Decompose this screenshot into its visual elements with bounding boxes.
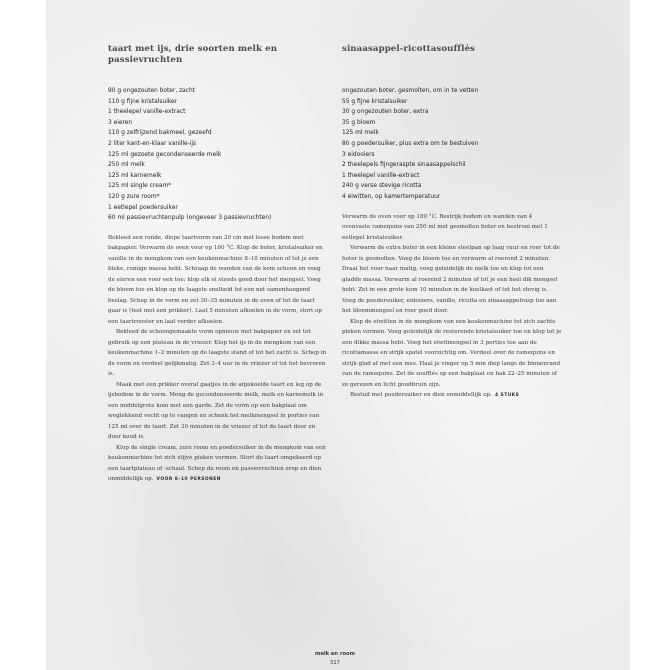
ingredient: 1 theelepel vanille-extract bbox=[342, 172, 420, 179]
ingredient: 35 g bloem bbox=[342, 119, 376, 126]
method-paragraph: Bekleed de schoongemaakte vorm opnieuw met bakpapier en zet tot gebruik op een plateau in de vriezer. Klop het ijs in de mengkom van een keukenmachine 1–2 minuten op de laagste stand of tot het zacht is. Schep in de vorm en verdeel gelijkmatig. Zet 3–4 uur in de vriezer of tot het bevroren is. bbox=[108, 329, 327, 378]
ingredient: 60 ml passievruchtenpulp (ongeveer 3 passievruchten) bbox=[108, 215, 272, 222]
recipe-right bbox=[342, 44, 562, 402]
method-paragraph: Maak met een prikker overal gaatjes in de afgekoelde taart en leg op de ijsbodem in de vorm. Meng de gecondenseerde melk, melk en karnemelk in een middelgrote kom met een garde. Zet de vorm op een bakplaat om weglekkend vocht op te vangen en schenk het melkmengsel in porties van 125 ml over de taart. Zet 30 minuten in de vriezer of tot de taart door en door koud is. bbox=[108, 381, 324, 441]
method-paragraph: Verwarm de oven voor op 180 °C. Bestrijk bodem en wanden van 4 ovenvaste ramequins van 250 ml met gesmolten boter en bestrooi met 1 eetlepel kristalsuiker. bbox=[342, 213, 548, 241]
method-text-final: Klop de single cream, zure room en poedersuiker in de mengkom van een keukenmachine tot zich stijve pieken vormen. Stort de taart omgekeerd op een taartplateau of -schaal. Schep de room en passievruchten erop en dien onmiddellijk op. bbox=[108, 444, 326, 483]
ingredient: 1 theelepel vanille-extract bbox=[108, 109, 186, 116]
ingredient: 240 g verse stevige ricotta bbox=[342, 183, 422, 190]
ingredient: 110 g zelfrijzend bakmeel, gezeefd bbox=[108, 130, 212, 137]
method-paragraph: Bekleed een ronde, diepe taartvorm van 20 cm met losse bodem met bakpapier. Verwarm de oven voor op 160 °C. Klop de boter, kristalsuiker en vanille in de mengkom van een keukenmachine 8–10 minuten of tot je een bleke, romige massa hebt. Schraap de wanden van de kom schoon en voeg de eieren een voor een toe; klop elk ei steeds goed door het mengsel. Voeg de bloem toe en klop op de laagste snelheid tot een net samenhangend beslag. Schep in de vorm en zet 30–35 minuten in de oven of tot de taart gaar is (test met een prikker). Laat 5 minuten afkoelen in de vorm, stort op een taartrooster en laat verder afkoelen. bbox=[108, 234, 323, 325]
ingredient: 2 theelepels fijngeraspte sinaasappelschil bbox=[342, 162, 466, 169]
recipe-left bbox=[108, 44, 328, 486]
ingredient: 125 ml single cream* bbox=[108, 183, 172, 190]
recipe-title: taart met ijs, drie soorten melk en passievruchten bbox=[108, 44, 278, 65]
ingredient: 30 g ongezouten boter, extra bbox=[342, 109, 429, 116]
method-paragraph: Klop de eiwitten in de mengkom van een keukenmachine tot zich zachte pieken vormen. Voeg geleidelijk de resterende kristalsuiker toe en klop tot je een dikke massa hebt. Voeg het eiwitmengsel in 3 porties toe aan de ricottamassa en strijk spatel voorzichtig om. Verdeel over de ramequins en strijk glad af met een mes. Haal je vinger op 5 mm diep langs de binnenrand van de ramequins. Zet de soufflés op een bakplaat en bak 22–25 minuten of ze gerezen en licht goudbruin zijn. bbox=[342, 318, 562, 388]
page-number: 317 bbox=[330, 660, 340, 666]
method-text bbox=[108, 233, 328, 486]
ingredient: ongezouten boter, gesmolten, om in te vetten bbox=[342, 88, 479, 94]
ingredient: 2 liter kant-en-klaar vanille-ijs bbox=[108, 140, 197, 147]
ingredient: 110 g fijne kristalsuiker bbox=[108, 98, 178, 105]
ingredient: 120 g zure room* bbox=[108, 193, 160, 200]
ingredient: 4 eiwitten, op kamertemperatuur bbox=[342, 193, 441, 200]
ingredient-list bbox=[108, 86, 328, 224]
ingredient-list bbox=[342, 86, 562, 203]
method-text bbox=[342, 212, 562, 402]
ingredient: 125 ml karnemelk bbox=[108, 172, 162, 179]
ingredient: 3 eieren bbox=[108, 119, 133, 126]
running-footer-section: melk en room bbox=[314, 651, 356, 657]
ingredient: 80 g poedersuiker, plus extra om te bestuiven bbox=[342, 140, 479, 147]
ingredient: 250 ml melk bbox=[108, 162, 145, 169]
method-paragraph: Verwarm de extra boter in een kleine steelpan op laag vuur en roer tot de boter is gesmolten. Voeg de bloem toe en verwarm al roerend 2 minuten. Draai het vuur naar matig, voeg geleidelijk de melk toe en klop tot een gladde massa. Verwarm al roerend 2 minuten of tot je een heel dik mengsel hebt. Zet in een grote kom 10 minuten in de koelkast of tot het stevig is. Voeg de poedersuiker, eidooiers, vanille, ricotta en sinaasappelrasp toe aan het bloemmengsel en roer goed door. bbox=[342, 245, 560, 315]
yield-label: VOOR 8–10 PERSONEN bbox=[156, 477, 221, 483]
method-paragraph bbox=[342, 390, 562, 402]
ingredient: 125 ml melk bbox=[342, 130, 379, 137]
ingredient: 1 eetlepel poedersuiker bbox=[108, 204, 178, 211]
method-paragraph bbox=[108, 443, 328, 486]
method-text-final: Bestuif met poedersuiker en dien onmiddellijk op. bbox=[350, 392, 492, 399]
yield-label: 4 STUKS bbox=[494, 393, 520, 399]
recipe-title: sinaasappel-ricottasoufflés bbox=[342, 44, 475, 54]
ingredient: 90 g ongezouten boter, zacht bbox=[108, 88, 196, 94]
ingredient: 125 ml gezoete gecondenseerde melk bbox=[108, 151, 222, 158]
ingredient: 55 g fijne kristalsuiker bbox=[342, 98, 408, 105]
ingredient: 3 eidooiers bbox=[342, 151, 375, 158]
